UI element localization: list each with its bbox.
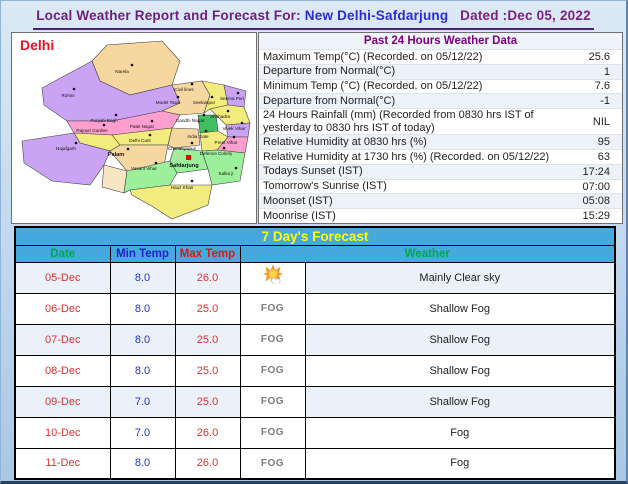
map-label: Hauz Khas [170,185,194,190]
table-row [259,108,622,134]
map-label: Vivek Vihar [222,126,246,131]
row-value: 1 [603,65,610,78]
delhi-map-panel [11,32,257,224]
row-label: Departure from Normal(°C) [263,94,396,107]
row-label: Todays Sunset (IST) [263,165,363,178]
row-value: 95 [597,136,610,149]
row-value: 17:24 [582,165,610,178]
report-date: Dated :Dec 05, 2022 [460,8,591,23]
forecast-weather-cell: Shallow Fog [305,386,615,417]
map-label: Rajouri Garden [76,128,108,133]
safdarjung-station-marker-icon [186,155,191,160]
table-row [259,79,622,94]
table-row [259,49,622,64]
forecast-weather-cell: Fog [305,417,615,448]
map-label: Model Town [155,100,181,105]
forecast-min-cell: 8.0 [110,448,175,479]
row-value: 7.6 [594,80,610,93]
forecast-weather-cell: Fog [305,448,615,479]
map-label: Seelampur [192,100,216,105]
map-region-hauz-khas [130,185,212,219]
forecast-date-cell: 09-Dec [15,386,110,417]
row-value: -1 [600,95,610,108]
row-value: NIL [592,115,610,128]
map-label: Vasant Vihar [131,166,157,171]
map-label: Narela [115,69,129,74]
row-value: 07:00 [582,180,610,193]
sun-icon [259,264,287,288]
forecast-min-cell: 7.0 [110,417,175,448]
table-row [259,134,622,149]
forecast-title: 7 Day's Forecast [15,227,615,245]
forecast-min-cell: 8.0 [110,324,175,355]
forecast-icon-cell [240,262,305,293]
row-value: 63 [597,150,610,163]
forecast-date-cell: 05-Dec [15,262,110,293]
forecast-min-cell: 7.0 [110,386,175,417]
map-title: Delhi [20,37,55,53]
forecast-weather-cell: Mainly Clear sky [305,262,615,293]
forecast-row [15,448,615,479]
row-label: Departure from Normal(°C) [263,65,396,78]
table-row [259,93,622,108]
row-value: 05:08 [582,195,610,208]
forecast-row [15,262,615,293]
map-label: Civil lines [174,87,194,92]
fog-icon: FOG [240,324,305,355]
map-label: Shahadra [210,114,230,119]
column-header-date: Date [15,245,110,262]
forecast-weather-cell: Shallow Fog [305,293,615,324]
forecast-max-cell: 25.0 [175,355,240,386]
table-row [259,64,622,79]
forecast-max-cell: 25.0 [175,324,240,355]
row-value: 15:29 [582,210,610,223]
forecast-row [15,355,615,386]
row-label: Relative Humidity at 1730 hrs (%) (Recorded. on 05/12/22) [263,150,550,163]
row-label: Minimum Temp (°C) (Recorded. on 05/12/22) [263,80,483,93]
forecast-max-cell: 26.0 [175,417,240,448]
forecast-date-cell: 06-Dec [15,293,110,324]
fog-icon: FOG [240,448,305,479]
forecast-row [15,386,615,417]
forecast-row [15,293,615,324]
map-label: India Gate [187,134,209,139]
map-label: Preet Vihar [214,140,238,145]
fog-icon: FOG [240,386,305,417]
column-header-max-temp: Max Temp [175,245,240,262]
forecast-date-cell: 07-Dec [15,324,110,355]
map-label: Seema Puri [219,96,245,101]
map-label: Patel Nagar [129,124,155,129]
forecast-date-cell: 08-Dec [15,355,110,386]
table-row [259,149,622,164]
column-header-min-temp: Min Temp [110,245,175,262]
column-header-weather: Weather [240,245,615,262]
fog-icon: FOG [240,293,305,324]
forecast-min-cell: 8.0 [110,262,175,293]
map-label: Palam [107,152,125,158]
forecast-weather-cell: Shallow Fog [305,355,615,386]
map-label-safdarjung: Safdarjung [169,163,199,169]
forecast-min-cell: 8.0 [110,293,175,324]
row-label: Moonset (IST) [263,194,333,207]
map-label: Defence Colony [199,151,233,156]
forecast-max-cell: 25.0 [175,293,240,324]
table-row [259,164,622,179]
past-24-hours-title: Past 24 Hours Weather Data [259,33,622,49]
table-row [259,208,622,223]
map-label: Chanakyapuri [167,146,197,151]
delhi-district-map [12,33,258,225]
forecast-date-cell: 11-Dec [15,448,110,479]
row-value: 25.6 [588,50,610,63]
past-24-hours-panel [258,32,623,224]
map-label: Rohini [61,93,75,98]
map-label: Delhi Cant [129,138,151,143]
map-region-palam [102,165,127,193]
fog-icon: FOG [240,355,305,386]
forecast-max-cell: 26.0 [175,448,240,479]
table-row [259,193,622,208]
row-label: 24 Hours Rainfall (mm) (Recorded from 0830 hrs IST of yesterday to 0830 hrs IST of today) [263,109,534,134]
row-label: Relative Humidity at 0830 hrs (%) [263,135,427,148]
map-label: Kalka ji [218,171,234,176]
forecast-weather-cell: Shallow Fog [305,324,615,355]
fog-icon: FOG [240,417,305,448]
forecast-max-cell: 25.0 [175,386,240,417]
title-underline [33,28,594,30]
map-label: Punjabi Bagh [90,118,118,123]
station-name-link[interactable]: New Delhi-Safdarjung [304,8,449,23]
forecast-header-row [15,245,615,262]
forecast-date-cell: 10-Dec [15,417,110,448]
forecast-row [15,417,615,448]
row-label: Maximum Temp(°C) (Recorded. on 05/12/22) [263,50,483,63]
row-label: Moonrise (IST) [263,209,336,222]
table-row [259,179,622,194]
forecast-row [15,324,615,355]
row-label: Tomorrow's Sunrise (IST) [263,180,387,193]
page-title-prefix: Local Weather Report and Forecast For: [36,8,301,23]
forecast-max-cell: 26.0 [175,262,240,293]
page-title [1,8,626,23]
forecast-min-cell: 8.0 [110,355,175,386]
map-label: Gandhi Nagar [175,118,205,123]
seven-day-forecast-table [14,226,616,480]
forecast-title-row [15,227,615,245]
map-label: Najafgarh [56,146,76,151]
